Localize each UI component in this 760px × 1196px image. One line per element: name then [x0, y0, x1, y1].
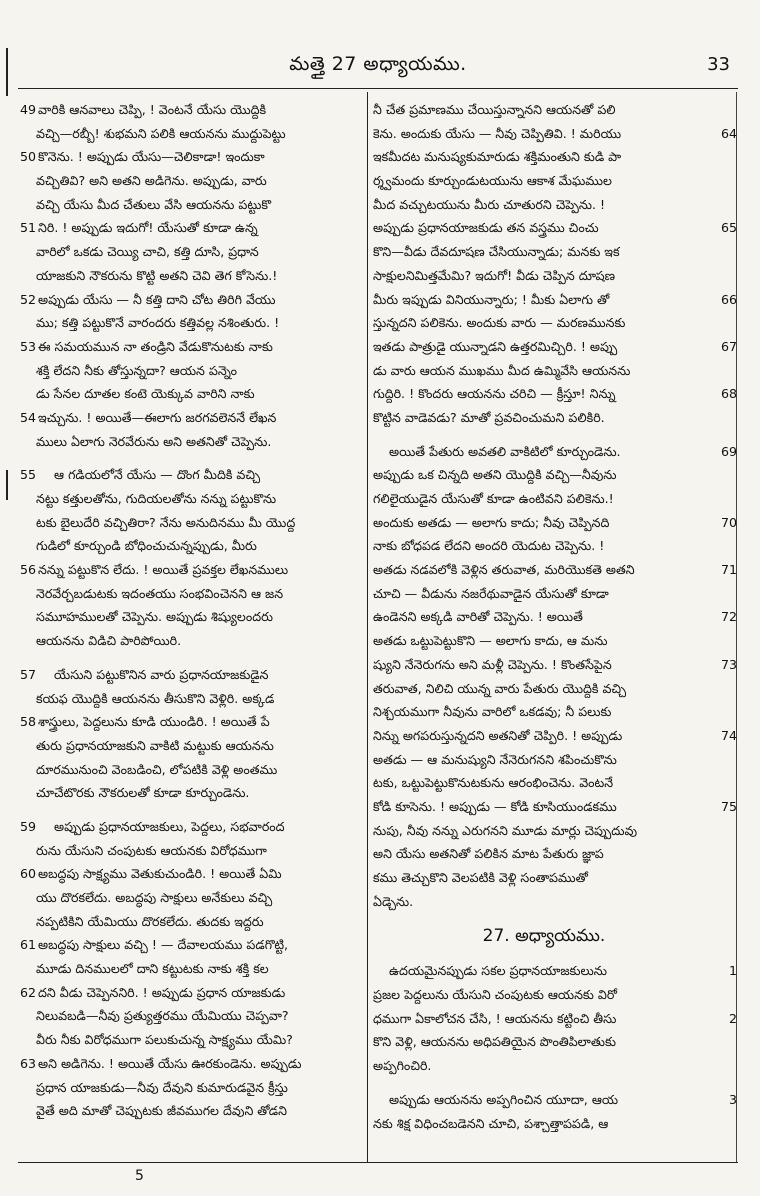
text-line	[20, 862, 362, 886]
text-line	[373, 983, 715, 1007]
line-text: అప్పుడు ప్రధానయాజకులు, పెద్దలు, సభవారంద	[54, 818, 285, 834]
text-line	[20, 957, 362, 981]
text-line	[373, 890, 715, 914]
line-text: అప్పుడు ప్రధానయాజకుడు తన వస్త్రము చించు	[373, 220, 599, 236]
verse-number: 63	[20, 1055, 37, 1071]
paragraph	[373, 98, 737, 430]
line-text: టకు, ఒట్టుపెట్టుకొనుటకును ఆరంభించెను. వెంటనే	[373, 775, 614, 791]
line-text: అతడు నడవలోకి వెళ్లిన తరువాత, మరియొకతె అతని	[373, 562, 635, 578]
line-text: నట్టు కత్తులతోను, గుదియలతోను నన్ను పట్టుకొను	[36, 491, 277, 506]
verse-number: 50	[20, 149, 37, 165]
line-text: వచ్చి యేసు మీద చేతులు వేసి ఆయనను పట్టుకొ	[36, 196, 272, 212]
line-text: తురు ప్రధానయాజకుని వాకిటి మట్టుకు ఆయనను	[36, 737, 274, 753]
line-text: కొని—వీడు దేవదూషణ చేసియున్నాడు; మనకు ఇక	[373, 244, 620, 260]
verse-number: 67	[720, 338, 737, 354]
text-line	[20, 582, 362, 606]
line-text: టకు బైలుదేరి వచ్చితిరా? నేను అనుదినము మీ యొద్ద	[36, 514, 296, 530]
line-text: అతడు — ఆ మనుష్యుని నేనెరుగనని శపించుకొను	[373, 751, 617, 767]
verse-number: 53	[20, 338, 37, 354]
line-text: దని వీడు చెప్పెననిరి. ! అప్పుడు ప్రధాన యాజకుడు	[38, 984, 286, 1000]
line-text: ఇతడు పాత్రుడై యున్నాడని ఉత్తరమిచ్చిరి. ! అప్పు	[373, 338, 618, 354]
line-text: నెరవేర్చబడుటకు ఇదంతయు సంభవించెనని ఆ జన	[36, 585, 284, 601]
text-line	[373, 311, 715, 335]
line-text: ఇచ్చును. ! అయితే—ఈలాగు జరగవలెననే లేఖన	[38, 409, 277, 425]
line-text: ఉదయమైనప్పుడు సకల ప్రధానయాజకులును	[389, 963, 607, 979]
verse-number: 52	[20, 291, 37, 307]
line-text: నాకు బోధపడ లేదని అందరి యెదుట చెప్పెను. !	[373, 538, 605, 554]
text-line	[373, 216, 737, 240]
text-line	[373, 98, 715, 122]
line-text: శాస్త్రులు, పెద్దలును కూడి యుండిరి. ! అయితే పే	[38, 714, 270, 730]
text-line	[373, 748, 715, 772]
text-line	[20, 758, 362, 782]
text-line	[20, 430, 362, 454]
binding-mark	[6, 48, 8, 96]
verse-number: 65	[720, 220, 737, 236]
text-line	[20, 382, 362, 406]
line-text: అప్పగించిరి.	[373, 1058, 432, 1074]
verse-number: 69	[720, 443, 737, 459]
text-line	[20, 663, 362, 687]
line-text: ర్శ్వమందు కూర్చుండుటయును ఆకాశ మేఘముల	[373, 173, 612, 189]
text-line	[20, 264, 362, 288]
text-line	[373, 771, 715, 795]
text-line	[373, 145, 715, 169]
line-text: కయఫ యొద్దికి ఆయనను తీసుకొని వెళ్లిరి. అక్కడ	[36, 690, 275, 706]
line-text: ఆయనను విడిచి పారిపోయిరి.	[36, 633, 182, 649]
text-line	[373, 264, 715, 288]
text-line	[20, 511, 362, 535]
text-line	[373, 440, 737, 464]
verse-number: 3	[728, 1091, 737, 1107]
text-line	[20, 335, 362, 359]
text-line	[20, 145, 362, 169]
line-text: రును యేసుని చంపుటకు ఆయనకు విరోధముగా	[36, 842, 267, 858]
line-text: ష్యుని నేనెరుగను అని మళ్లీ చెప్పెను. ! కొంతసేపైన	[373, 656, 612, 672]
line-text: ఉండెనని అక్కడి వారితో చెప్పెను. ! అయితే	[373, 609, 583, 625]
text-line	[20, 122, 362, 146]
line-text: వీరు నీకు విరోధముగా పలుకుచున్న సాక్ష్యము యేమి?	[36, 1032, 293, 1048]
verse-number: 73	[720, 656, 737, 672]
line-text: తరువాత, నిలిచి యున్న వారు పేతురు యొద్దికి వచ్చి	[373, 680, 627, 696]
text-line	[20, 839, 362, 863]
text-line	[373, 866, 715, 890]
column-divider	[367, 92, 368, 1162]
line-text: మీద వచ్చుటయును మీరు చూతురని చెప్పెను. !	[373, 196, 606, 212]
text-line	[20, 687, 362, 711]
text-line	[373, 359, 715, 383]
line-text: నప్పటికిని యేమియు దొరకలేదు. తుదకు ఇద్దరు	[36, 913, 264, 929]
text-line	[20, 886, 362, 910]
running-title: మత్తై 27 అధ్యాయము.	[289, 52, 467, 75]
text-line	[373, 463, 715, 487]
line-text: అందుకు అతడు — అలాగు కాదు; నీవు చెప్పినది	[373, 514, 610, 530]
line-text: దూరమునుంచి వెంబడించి, లోపటికి వెళ్లి అంతము	[36, 761, 278, 777]
text-line	[20, 534, 362, 558]
line-text: గలిలైయుడైన యేసుతో కూడా ఉంటివని పలికెను.!	[373, 491, 614, 506]
text-line	[20, 487, 362, 511]
verse-number: 60	[20, 866, 37, 882]
text-line	[373, 653, 737, 677]
paragraph	[20, 663, 362, 805]
text-line	[373, 1007, 737, 1031]
line-text: వచ్చితివి? అని అతని అడిగెను. అప్పుడు, వారు	[36, 173, 267, 189]
line-text: నకు శిక్ష విధించబడెనని చూచి, పశ్చాత్తాపపడి, ఆ	[373, 1115, 609, 1131]
text-line	[20, 240, 362, 264]
line-text: వారిలో ఒకడు చెయ్యి చాచి, కత్తి దూసి, ప్రధాన	[36, 244, 259, 260]
line-text: డు సేనల దూతల కంటె యెక్కువ వారిని నాకు	[36, 386, 255, 402]
verse-number: 59	[20, 818, 37, 834]
text-line	[20, 710, 362, 734]
line-text: కోడి కూసెను. ! అప్పుడు — కోడి కూసియుండకము	[373, 798, 617, 814]
page-header	[18, 44, 738, 89]
line-text: ములు ఏలాగు నెరవేరును అని అతనితో చెప్పెను.	[36, 433, 272, 449]
text-line	[373, 122, 737, 146]
text-line	[373, 1088, 737, 1112]
verse-number: 74	[720, 727, 737, 743]
text-line	[373, 677, 715, 701]
left-column	[20, 98, 362, 1133]
line-text: మీరు ఇప్పుడు వినియున్నారు; ! మీకు ఏలాగు తో	[373, 291, 610, 307]
line-text: వారికి ఆనవాలు చెప్పి, ! వెంటనే యేసు యొద్దికి	[38, 102, 267, 117]
text-line	[373, 558, 737, 582]
paragraph	[20, 815, 362, 1123]
line-text: నిలువబడి—నీవు ప్రత్యుత్తరము యేమియు చెప్పవా?	[36, 1008, 289, 1024]
line-text: అతడు ఒట్టుపెట్టుకొని — అలాగు కాదు, ఆ మను	[373, 633, 608, 649]
line-text: కెను. అందుకు యేసు — నీవు చెప్పితివి. ! మరియు	[373, 125, 622, 141]
chapter-heading: 27. అధ్యాయము.	[482, 926, 606, 947]
text-line	[373, 511, 737, 535]
verse-number: 68	[720, 386, 737, 402]
text-line	[373, 382, 737, 406]
verse-number: 64	[720, 125, 737, 141]
paragraph	[20, 463, 362, 653]
text-line	[20, 1052, 362, 1076]
line-text: ప్రధాన యాజకుడు—నీవు దేవుని కుమారుడవైన క్రీస్తు	[36, 1079, 288, 1095]
line-text: ఇకమీదట మనుష్యకుమారుడు శక్తిమంతుని కుడి పా	[373, 149, 622, 165]
line-text: ఆ గడియలోనే యేసు — దొంగ మీదికి వచ్చి	[54, 467, 261, 483]
text-line	[20, 629, 362, 653]
text-line	[373, 629, 715, 653]
text-line	[20, 216, 362, 240]
line-text: గుద్దిరి. ! కొందరు ఆయనను చరిచి — క్రీస్తూ! నిన్ను	[373, 386, 616, 402]
text-line	[20, 734, 362, 758]
paragraph	[20, 98, 362, 453]
line-text: ఈ సమయమున నా తండ్రిని వేడుకొనుటకు నాకు	[38, 338, 273, 354]
line-text: అయితే పేతురు అవతలి వాకిటిలో కూర్చుండెను.	[389, 443, 621, 459]
line-text: చూచేటొరకు నౌకరులతో కూడా కూర్చుండెను.	[36, 785, 250, 801]
line-text: నన్ను పట్టుకొన లేదు. ! అయితే ప్రవక్తల లేఖనములు	[38, 562, 289, 578]
line-text: యు దొరకలేదు. అబద్ధపు సాక్షులు అనేకులు వచ్చి	[36, 890, 273, 905]
line-text: నీ చేత ప్రమాణము చేయిస్తున్నానని ఆయనతో పలి	[373, 102, 616, 117]
verse-number: 1	[728, 963, 737, 979]
line-text: శక్తి లేదని నీకు తోస్తున్నదా? ఆయన పన్నెం	[36, 362, 238, 378]
verse-number: 54	[20, 409, 37, 425]
line-text: అప్పుడు యేసు — నీ కత్తి దాని చోట తిరిగి వేయు	[38, 291, 276, 307]
line-text: అప్పుడు ఆయనను అప్పగించిన యూదా, ఆయ	[389, 1091, 619, 1107]
line-text: అబద్ధపు సాక్ష్యము వెతుకుచుండిరి. ! అయితే ఏమి	[38, 866, 282, 882]
text-line	[373, 487, 715, 511]
line-text: అప్పుడు ఒక చిన్నది అతని యొద్దికి వచ్చి—నీవును	[373, 467, 617, 483]
text-line	[20, 1004, 362, 1028]
line-text: ఏడ్చెను.	[373, 893, 414, 909]
text-line	[373, 700, 715, 724]
line-text: నిశ్చయముగా నీవును వారిలో ఒకడవు; నీ పలుకు	[373, 704, 612, 720]
text-line	[373, 169, 715, 193]
text-line	[20, 558, 362, 582]
paragraph	[373, 440, 737, 914]
line-text: స్తున్నదని పలికెను. అందుకు వారు — మరణమునకు	[373, 315, 626, 331]
text-line	[373, 1112, 715, 1136]
text-line	[20, 910, 362, 934]
line-text: వచ్చి—రబ్బీ! శుభమని పలికి ఆయనను ముద్దుపెట్టు	[36, 125, 286, 141]
text-line	[20, 288, 362, 312]
text-line	[373, 795, 737, 819]
verse-number: 72	[720, 609, 737, 625]
text-line	[20, 169, 362, 193]
line-text: నుపు, నీవు నన్ను ఎరుగనని మూడు మార్లు చెప్పుదువు	[373, 822, 638, 838]
line-text: చూచి — వీడును నజరేథువాడైన యేసుతో కూడా	[373, 585, 609, 601]
text-line	[20, 933, 362, 957]
text-line	[373, 534, 715, 558]
text-line	[20, 1028, 362, 1052]
text-line	[20, 1076, 362, 1100]
line-text: ధముగా ఏకాలోచన చేసి, ! ఆయనను కట్టించి తీసు	[373, 1010, 617, 1026]
text-line	[20, 981, 362, 1005]
text-line	[20, 605, 362, 629]
verse-number: 55	[20, 467, 37, 483]
line-text: కొట్టిన వాడెవడు? మాతో ప్రవచించుమని పలికిరి.	[373, 409, 605, 425]
text-line	[373, 582, 715, 606]
text-line	[373, 406, 715, 430]
line-text: కొని వెళ్లి, ఆయనను అధిపతియైన పొంతిపిలాతుకు	[373, 1034, 616, 1050]
line-text: ప్రజల పెద్దలును యేసుని చంపుటకు ఆయనకు విరో	[373, 987, 617, 1003]
right-column	[373, 98, 737, 1145]
text-line	[373, 193, 715, 217]
text-line	[373, 605, 737, 629]
line-text: అని అడిగెను. ! అయితే యేసు ఊరకుండెను. అప్పుడు	[38, 1055, 302, 1071]
text-line	[373, 842, 715, 866]
text-line	[373, 819, 715, 843]
text-line	[373, 335, 737, 359]
line-text: యాజకుని నౌకరును కొట్టి అతని చెవి తెగ కోసెను.!	[36, 267, 278, 283]
line-text: నిరి. ! అప్పుడు ఇదుగో! యేసుతో కూడా ఉన్న	[38, 220, 258, 236]
text-line	[20, 311, 362, 335]
verse-number: 71	[720, 562, 737, 578]
binding-mark	[6, 470, 8, 500]
footer-rule	[18, 1162, 738, 1163]
line-text: సాక్షులనిమిత్తమేమి? ఇదుగో! వీడు చెప్పిన దూషణ	[373, 267, 616, 283]
line-text: సమూహములతో చెప్పెను. అప్పుడు శిష్యులందరు	[36, 609, 273, 625]
line-text: మూడు దినములలో దాని కట్టుటకు నాకు శక్తి కల	[36, 961, 269, 977]
line-text: వైతే అది మాతో చెప్పుటకు జీవముగల దేవుని తోడని	[36, 1103, 287, 1119]
text-line	[20, 98, 362, 122]
verse-number: 51	[20, 220, 37, 236]
text-line	[373, 240, 715, 264]
text-line	[20, 815, 362, 839]
text-line	[20, 1099, 362, 1123]
text-line	[373, 1030, 715, 1054]
text-line	[373, 1054, 715, 1078]
verse-number: 75	[720, 798, 737, 814]
text-line	[373, 288, 737, 312]
line-text: ము; కత్తి పట్టుకొనే వారందరు కత్తివల్ల నశింతురు. !	[36, 315, 280, 331]
paragraph	[373, 959, 737, 1077]
text-line	[20, 781, 362, 805]
text-line	[20, 193, 362, 217]
verse-number: 61	[20, 937, 37, 953]
text-line	[20, 359, 362, 383]
line-text: కము తెచ్చుకొని వెలపటికి వెళ్లి సంతాపముతో	[373, 870, 588, 885]
text-line	[20, 463, 362, 487]
paragraph	[373, 1088, 737, 1135]
line-text: గుడిలో కూర్చుండి బోధించుచున్నప్పుడు, మీరు	[36, 538, 257, 554]
line-text: నిన్ను అగపరుస్తున్నదని అతనితో చెప్పిరి. ! అప్పుడు	[373, 727, 623, 743]
verse-number: 57	[20, 666, 37, 682]
verse-number: 49	[20, 102, 37, 117]
text-line	[20, 406, 362, 430]
verse-number: 70	[720, 514, 737, 530]
verse-number: 62	[20, 984, 37, 1000]
verse-number: 2	[728, 1010, 737, 1026]
signature-mark: 5	[135, 1168, 144, 1184]
page-number: 33	[707, 54, 730, 75]
verse-number: 66	[720, 291, 737, 307]
text-line	[373, 724, 737, 748]
line-text: అబద్ధపు సాక్షులు వచ్చి ! — దేవాలయము పడగొట్టి,	[38, 937, 289, 953]
line-text: అని యేసు అతనితో పలికిన మాట పేతురు జ్ఞాప	[373, 846, 604, 862]
line-text: కొనెను. ! అప్పుడు యేసు—చెలికాడా! ఇందుకా	[38, 149, 265, 165]
text-line	[373, 959, 737, 983]
verse-number: 56	[20, 562, 37, 578]
line-text: డు వారు ఆయన ముఖము మీద ఉమ్మివేసి ఆయనను	[373, 362, 631, 378]
line-text: యేసుని పట్టుకొనిన వారు ప్రధానయాజకుడైన	[54, 666, 269, 682]
verse-number: 58	[20, 714, 37, 730]
